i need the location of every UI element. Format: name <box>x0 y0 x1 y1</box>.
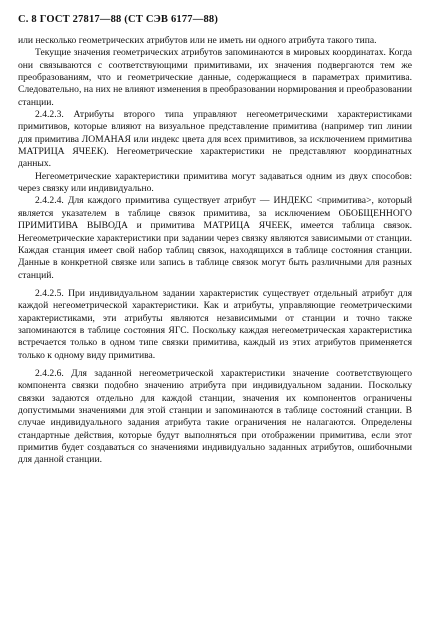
document-body <box>18 35 412 467</box>
paragraph-2-4-2-4: 2.4.2.4. Для каждого примитива существует атрибут — ИНДЕКС <примитива>, который является указателем в таблице связок примитива, за исключением ОБОБЩЕННОГО ПРИМИТИВА ВЫВОДА и примитива МАТРИЦА ЯЧЕЕК, имеется таблица связок. Негеометрические характеристики при задании через связку являются зависимыми от станции. Каждая станция имеет свой набор таблиц связок, находящихся в таблице состояния станции. Данные в конкретной связке или запись в таблице связок могут быть различными для разных станций. <box>18 195 412 281</box>
paragraph-2-4-2-5: 2.4.2.5. При индивидуальном задании характеристик существует отдельный атрибут для каждой негеометрической характеристики. Как и атрибуты, управляющие геометрическими характеристиками, эти атрибуты являются независимыми от станции и точно также запоминаются в таблице состояния ЯГС. Поскольку каждая негеометрическая характеристика встречается только в одном типе связки примитива, каждый из этих атрибутов применяется только к одному виду примитива. <box>18 287 412 361</box>
paragraph-2-4-2-3: 2.4.2.3. Атрибуты второго типа управляют негеометрическими характеристиками примитивов, которые влияют на визуальное представление примитива (например тип линии для примитива ЛОМАНАЯ или индекс цвета для всех примитивов, за исключением примитива МАТРИЦА ЯЧЕЕК). Негеометрические характеристики не представляют координатных данных. <box>18 109 412 170</box>
page-header: С. 8 ГОСТ 27817—88 (СТ СЭВ 6177—88) <box>18 14 219 25</box>
paragraph-2-4-2-6: 2.4.2.6. Для заданной негеометрической характеристики значение соответствующего компонента связки подобно значению атрибута при индивидуальном задании. Поскольку связки задаются отдельно для каждой станции, значения их компонентов ограничены допустимыми значениями для этой станции и запоминаются в таблице состояний станции. В случае индивидуального задания атрибута такие ограничения не налагаются. Определены стандартные действия, которые будут выполняться при отображении примитива, если этот примитив будет создаваться со значениями индивидуально заданных атрибутов, ошибочными для данной станции. <box>18 367 412 466</box>
paragraph: Текущие значения геометрических атрибутов запоминаются в мировых координатах. Когда они связываются с соответствующими примитивами, их значения подвергаются тем же преобразованиям, что и геометрические данные, содержащиеся в параметрах примитива. Следовательно, на них не влияют изменения в преобразовании нормирования и преобразовании станции. <box>18 47 412 108</box>
paragraph: Негеометрические характеристики примитива могут задаваться одним из двух способов: через связку или индивидуально. <box>18 170 412 195</box>
paragraph: или несколько геометрических атрибутов или не иметь ни одного атрибута такого типа. <box>18 35 377 46</box>
